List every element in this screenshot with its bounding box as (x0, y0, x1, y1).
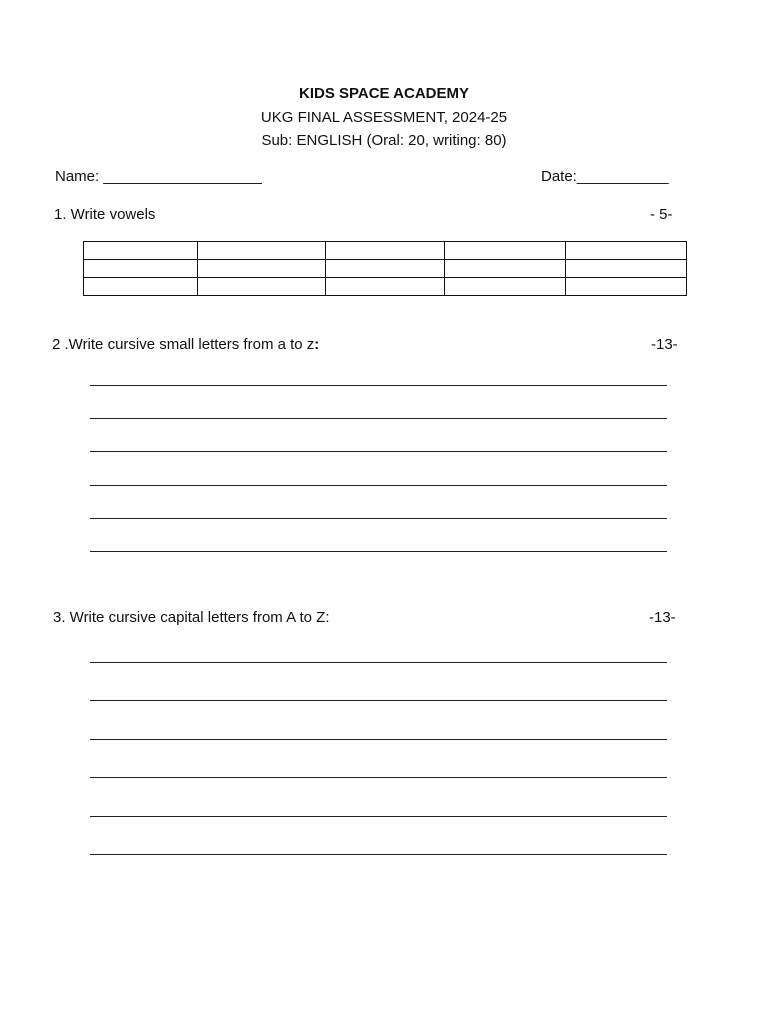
vowel-cell[interactable] (445, 278, 566, 296)
question-3-marks: -13- (649, 609, 676, 626)
vowel-cell[interactable] (84, 278, 198, 296)
writing-line[interactable] (90, 662, 667, 663)
vowel-cell[interactable] (445, 242, 566, 260)
question-2-marks: -13- (651, 336, 678, 353)
question-1-text: 1. Write vowels (54, 206, 156, 223)
subject-line: Sub: ENGLISH (Oral: 20, writing: 80) (261, 132, 507, 149)
vowel-cell[interactable] (326, 260, 445, 278)
writing-line[interactable] (90, 739, 667, 740)
writing-line[interactable] (90, 854, 667, 855)
vowel-cell[interactable] (445, 260, 566, 278)
writing-line[interactable] (90, 816, 667, 817)
question-1-marks: - 5- (650, 206, 673, 223)
writing-line[interactable] (90, 551, 667, 552)
vowel-cell[interactable] (566, 278, 687, 296)
table-row (84, 260, 687, 278)
writing-line[interactable] (90, 777, 667, 778)
table-row (84, 278, 687, 296)
writing-line[interactable] (90, 700, 667, 701)
vowel-cell[interactable] (326, 242, 445, 260)
vowel-cell[interactable] (566, 260, 687, 278)
writing-line[interactable] (90, 485, 667, 486)
vowel-cell[interactable] (326, 278, 445, 296)
date-field[interactable]: Date:___________ (541, 168, 669, 185)
vowel-cell[interactable] (198, 260, 326, 278)
exam-title: UKG FINAL ASSESSMENT, 2024-25 (260, 109, 508, 126)
vowel-cell[interactable] (198, 278, 326, 296)
vowel-cell[interactable] (198, 242, 326, 260)
writing-line[interactable] (90, 518, 667, 519)
name-field[interactable]: Name: ___________________ (55, 168, 262, 185)
question-2-label: 2 .Write cursive small letters from a to z (52, 336, 315, 353)
writing-line[interactable] (90, 385, 667, 386)
question-2-text (52, 336, 319, 354)
school-name: KIDS SPACE ACADEMY (298, 85, 470, 102)
writing-line[interactable] (90, 418, 667, 419)
vowel-table (83, 241, 687, 296)
question-3-text: 3. Write cursive capital letters from A to Z: (53, 609, 330, 626)
vowel-cell[interactable] (566, 242, 687, 260)
vowel-cell[interactable] (84, 242, 198, 260)
table-row (84, 242, 687, 260)
vowel-cell[interactable] (84, 260, 198, 278)
question-2-colon: : (314, 336, 320, 353)
writing-line[interactable] (90, 451, 667, 452)
